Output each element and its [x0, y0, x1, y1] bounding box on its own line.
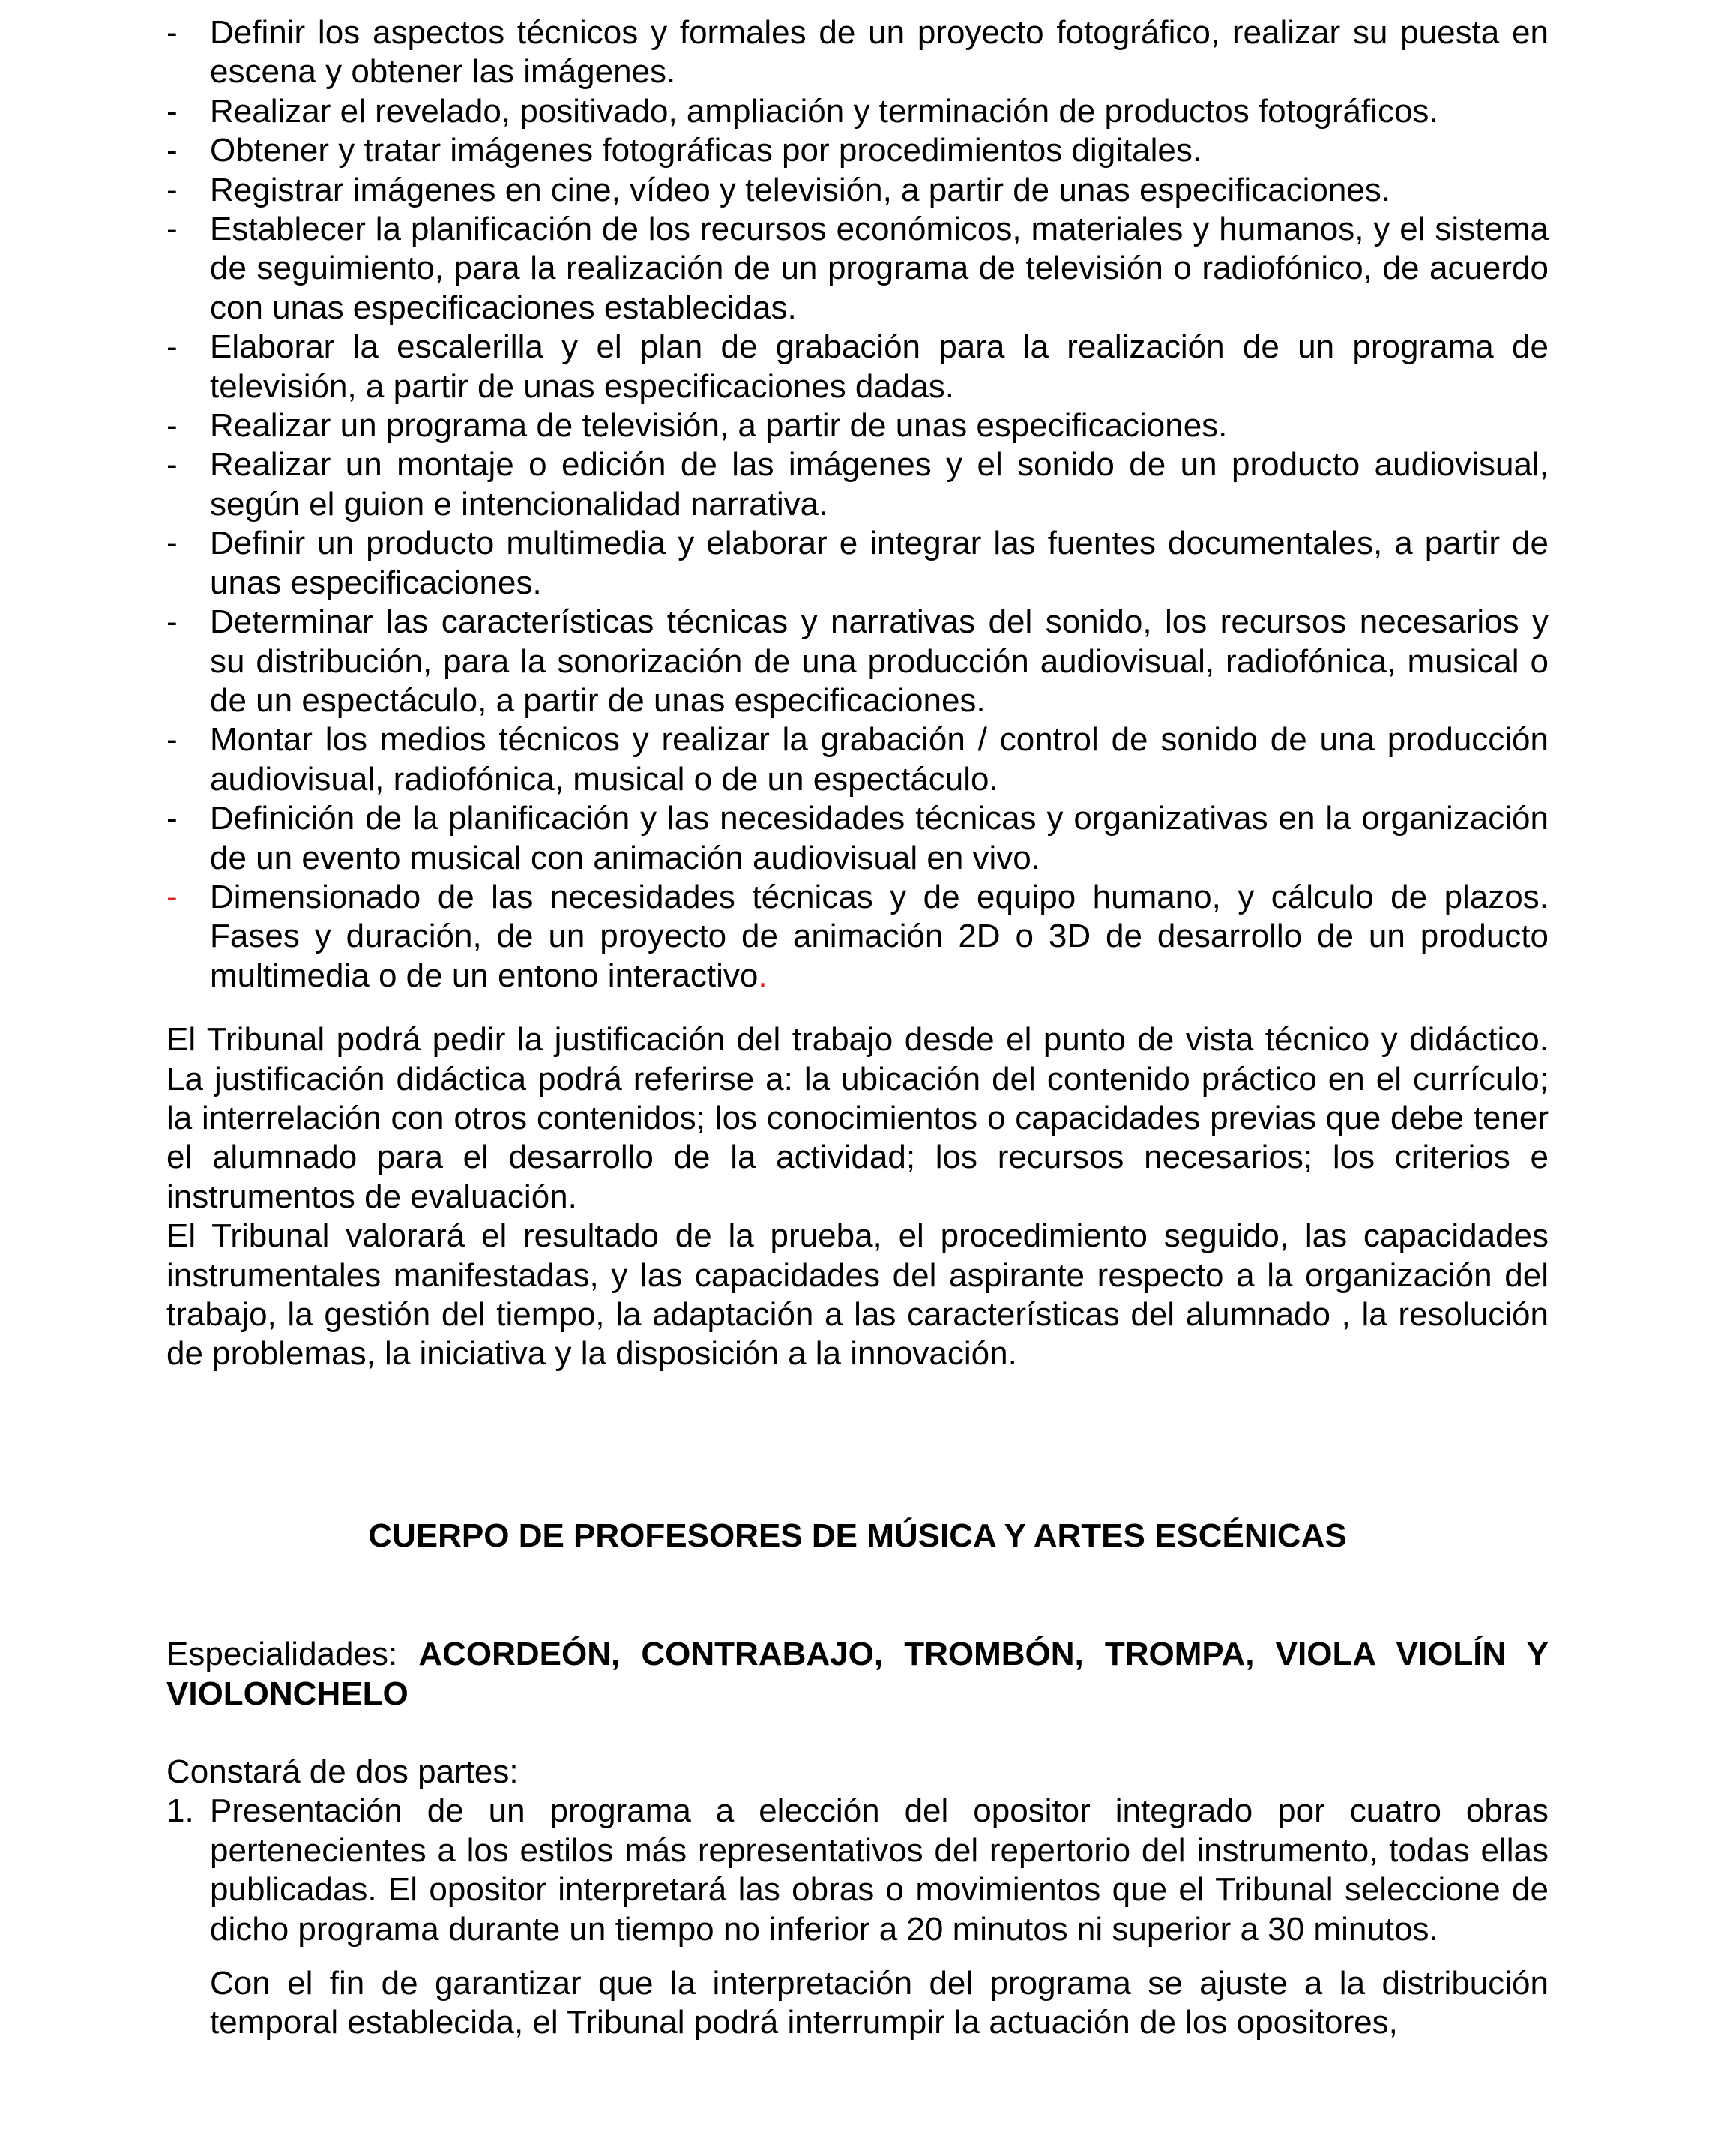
criteria-list [166, 13, 1549, 996]
specialties-label: Especialidades: [166, 1636, 398, 1673]
numbered-item-text: Presentación de un programa a elección del opositor integrado por cuatro obras pertenecientes a los estilos más representativos del repertorio del instrumento, todas ellas publicadas. El opositor interpretará las obras o movimientos que el Tribunal seleccione de dicho programa durante un tiempo no inferior a 20 minutos ni superior a 30 minutos. [210, 1792, 1549, 1948]
item-number: 1. [166, 1792, 194, 1830]
list-item-text: Realizar un montaje o edición de las imágenes y el sonido de un producto audiovisual, según el guion e intencionalidad narrativa. [210, 446, 1549, 523]
list-item [166, 328, 1549, 406]
dash-bullet: - [166, 132, 178, 169]
dash-bullet: - [166, 14, 178, 51]
page-content [166, 13, 1549, 2043]
specialties-line [166, 1635, 1549, 1714]
list-item-text: Determinar las características técnicas y narrativas del sonido, los recursos necesarios y su distribución, para la sonorización de una producción audiovisual, radiofónica, musical o de un espectáculo, a partir de unas especificaciones. [210, 603, 1549, 719]
list-item-text: Montar los medios técnicos y realizar la grabación / control de sonido de una producción audiovisual, radiofónica, musical o de un espectáculo. [210, 721, 1549, 798]
list-item [166, 524, 1549, 603]
dash-bullet: - [166, 721, 178, 759]
list-item-text: Definir un producto multimedia y elaborar e integrar las fuentes documentales, a partir de unas especificaciones. [210, 525, 1549, 601]
dash-bullet: - [166, 328, 178, 366]
evaluation-paragraph: El Tribunal valorará el resultado de la prueba, el procedimiento seguido, las capacidades instrumentales manifestadas, y las capacidades del aspirante respecto a la organización del trabajo, la gestión del tiempo, la adaptación a las características del alumnado , la resolución de problemas, la iniciativa y la disposición a la innovación. [166, 1217, 1549, 1373]
list-item [166, 799, 1549, 878]
list-item [166, 13, 1549, 92]
list-item-text: Realizar el revelado, positivado, ampliación y terminación de productos fotográficos. [210, 92, 1438, 130]
list-item-text: Obtener y tratar imágenes fotográficas por procedimientos digitales. [210, 132, 1202, 169]
dash-bullet: - [166, 446, 178, 484]
list-item-highlighted [166, 878, 1549, 996]
parts-intro: Constará de dos partes: [166, 1753, 519, 1791]
specialties-value: ACORDEÓN, CONTRABAJO, TROMBÓN, TROMPA, VIOLA VIOLÍN Y VIOLONCHELO [166, 1636, 1549, 1712]
dash-bullet: - [166, 603, 178, 641]
list-item [166, 603, 1549, 720]
red-period: . [758, 957, 768, 994]
list-item [166, 445, 1549, 524]
section-heading: CUERPO DE PROFESORES DE MÚSICA Y ARTES ESCÉNICAS [368, 1517, 1347, 1554]
dash-bullet: - [166, 211, 178, 248]
list-item [166, 210, 1549, 328]
dash-bullet: - [166, 407, 178, 445]
continuation-paragraph: Con el fin de garantizar que la interpretación del programa se ajuste a la distribución temporal establecida, el Tribunal podrá interrumpir la actuación de los opositores, [210, 1965, 1549, 2041]
parts-list [166, 1792, 1549, 1949]
list-item-text: Establecer la planificación de los recursos económicos, materiales y humanos, y el sistema de seguimiento, para la realización de un programa de televisión o radiofónico, de acuerdo con unas especificaciones establecidas. [210, 211, 1549, 326]
list-item-text: Realizar un programa de televisión, a partir de unas especificaciones. [210, 407, 1228, 445]
list-item [166, 92, 1549, 131]
dash-bullet: - [166, 800, 178, 837]
list-item-text: Elaborar la escalerilla y el plan de grabación para la realización de un programa de televisión, a partir de unas especificaciones dadas. [210, 328, 1549, 405]
dash-bullet-red: - [166, 878, 178, 915]
list-item-text: Dimensionado de las necesidades técnicas y de equipo humano, y cálculo de plazos. Fases y duración, de un proyecto de animación 2D o 3D de desarrollo de un producto multimedia o de un entono interactivo [210, 878, 1549, 994]
numbered-item [166, 1792, 1549, 1949]
list-item-text: Registrar imágenes en cine, vídeo y televisión, a partir de unas especificaciones. [210, 171, 1391, 208]
justification-paragraph: El Tribunal podrá pedir la justificación del trabajo desde el punto de vista técnico y didáctico. La justificación didáctica podrá referirse a: la ubicación del contenido práctico en el currículo; la interrelación con otros contenidos; los conocimientos o capacidades previas que debe tener el alumnado para el desarrollo de la actividad; los recursos necesarios; los criterios e instrumentos de evaluación. [166, 1021, 1549, 1215]
list-item [166, 406, 1549, 445]
dash-bullet: - [166, 92, 178, 130]
list-item-text: Definir los aspectos técnicos y formales de un proyecto fotográfico, realizar su puesta en escena y obtener las imágenes. [210, 14, 1549, 91]
list-item [166, 131, 1549, 170]
dash-bullet: - [166, 525, 178, 562]
list-item-text: Definición de la planificación y las necesidades técnicas y organizativas en la organización de un evento musical con animación audiovisual en vivo. [210, 800, 1549, 876]
list-item [166, 720, 1549, 799]
list-item [166, 171, 1549, 210]
dash-bullet: - [166, 171, 178, 208]
